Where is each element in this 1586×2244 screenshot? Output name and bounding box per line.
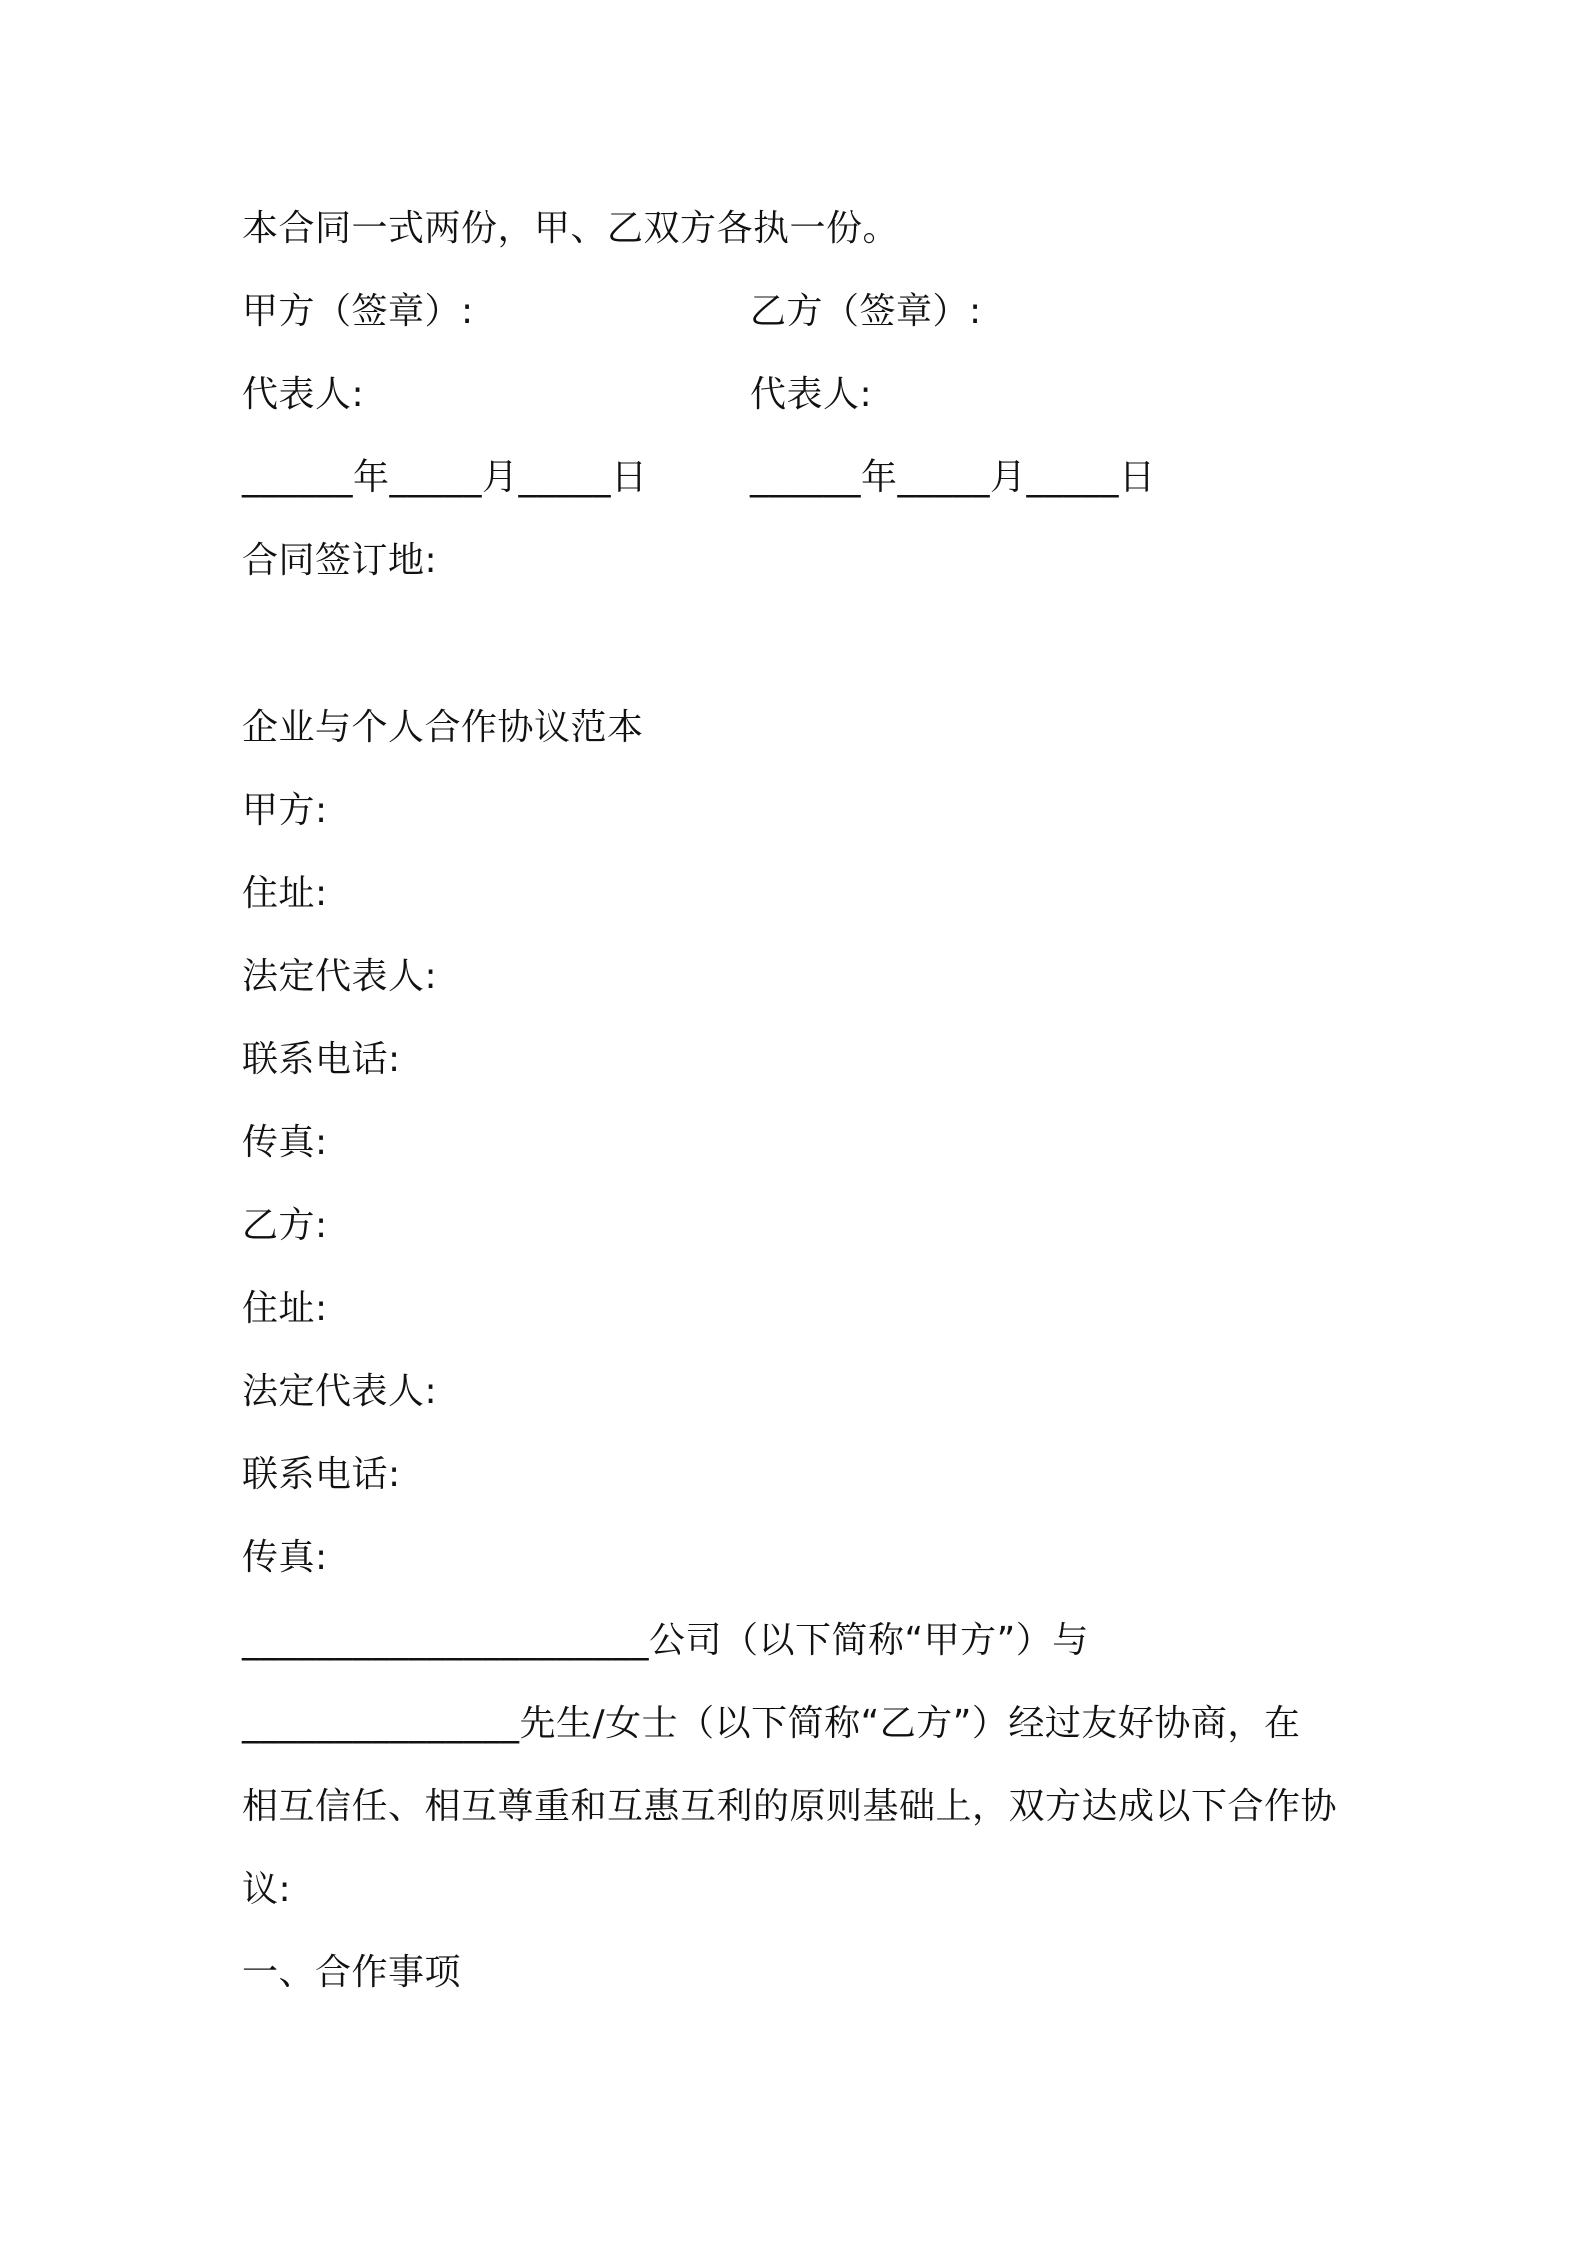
- party-b-legal-rep-label: 法定代表人:: [242, 1371, 438, 1412]
- party-b-phone-label: 联系电话:: [242, 1454, 401, 1495]
- party-a-representative-label: 代表人:: [242, 374, 365, 415]
- agreement-title: 企业与个人合作协议范本: [242, 707, 644, 748]
- party-b-fax-label: 传真:: [242, 1537, 328, 1578]
- intro-paragraph-line-2: _______________先生/女士（以下简称“乙方”）经过友好协商，在: [242, 1703, 1301, 1744]
- intro-paragraph-line-4: 议:: [242, 1869, 292, 1910]
- party-a-legal-rep-label: 法定代表人:: [242, 956, 438, 997]
- party-b-representative-label: 代表人:: [750, 374, 873, 415]
- party-b-date-line: ______年_____月_____日: [750, 457, 1156, 498]
- party-a-phone-label: 联系电话:: [242, 1039, 401, 1080]
- party-a-date-line: ______年_____月_____日: [242, 457, 648, 498]
- party-b-label: 乙方:: [242, 1205, 328, 1246]
- intro-paragraph-line-1: ______________________公司（以下简称“甲方”）与: [242, 1620, 1089, 1661]
- party-a-label: 甲方:: [242, 790, 328, 831]
- section-1-heading: 一、合作事项: [242, 1952, 462, 1993]
- party-a-signature-label: 甲方（签章）:: [242, 291, 474, 332]
- party-b-address-label: 住址:: [242, 1288, 328, 1329]
- party-b-signature-label: 乙方（签章）:: [750, 291, 982, 332]
- intro-paragraph-line-3: 相互信任、相互尊重和互惠互利的原则基础上，双方达成以下合作协: [242, 1786, 1338, 1827]
- party-a-address-label: 住址:: [242, 873, 328, 914]
- signing-place-label: 合同签订地:: [242, 540, 438, 581]
- party-a-fax-label: 传真:: [242, 1122, 328, 1163]
- copies-clause: 本合同一式两份，甲、乙双方各执一份。: [242, 208, 900, 249]
